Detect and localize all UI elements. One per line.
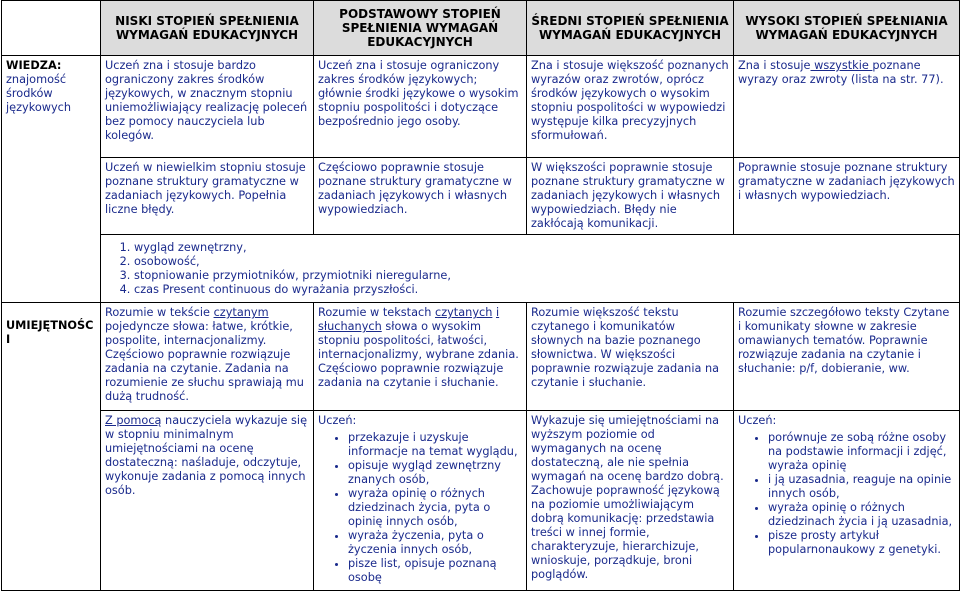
umiejetnosci-r2-high (734, 411, 960, 591)
list-item: • wyraża życzenia, pyta o życzenia innych osób, (348, 529, 522, 557)
wiedza-r1-basic: Uczeń zna i stosuje ograniczony zakres środków językowych; głównie środki językowe o wysokim stopniu pospolitości i dotyczące bezpośrednio jego osoby. (314, 56, 527, 158)
list-item: • pisze list, opisuje poznaną osobę (348, 557, 522, 585)
list-item: • opisuje wygląd zewnętrzny znanych osób, (348, 459, 522, 487)
list-item: • wyraża opinię o różnych dziedzinach życia i ją uzasadnia, (768, 501, 955, 529)
wiedza-r1-low: Uczeń zna i stosuje bardzo ograniczony zakres środków językowych, w znacznym stopniu uniemożliwiający realizację poleceń bez pomocy nauczyciela lub kolegów. (101, 56, 314, 158)
wiedza-r1-high-underlined: wszystkie (810, 59, 873, 72)
wiedza-row-grammar (2, 158, 960, 235)
umiejetnosci-r1-basic-b: słowa o wysokim stopniu pospolitości, łatwości, internacjonalizmy, wybrane zdania. Częściowo poprawnie rozwiązuje zadania na czytanie i słuchanie. (318, 320, 519, 389)
wiedza-r2-medium: W większości poprawnie stosuje poznane struktury gramatyczne w zadaniach językowych i własnych wypowiedziach. Błędy nie zakłócają komunikacji. (527, 158, 734, 235)
umiejetnosci-r2-basic (314, 411, 527, 591)
wiedza-subtitle: znajomość środków językowych (6, 73, 72, 114)
umiejetnosci-row-reception (2, 303, 960, 411)
umiejetnosci-r1-low-underlined: czytanym (213, 306, 269, 319)
umiejetnosci-r1-basic-underlined-1: czytanych (434, 306, 493, 319)
umiejetnosci-title: UMIEJĘTNOŚCI (6, 319, 94, 346)
wiedza-r2-low: Uczeń w niewielkim stopniu stosuje poznane struktury gramatyczne w zadaniach językowych. Popełnia liczne błędy. (101, 158, 314, 235)
umiejetnosci-r2-basic-intro: Uczeń: (318, 414, 357, 427)
umiejetnosci-r2-high-intro: Uczeń: (738, 414, 777, 427)
wiedza-row-vocabulary (2, 56, 960, 158)
list-item: • przekazuje i uzyskuje informacje na temat wyglądu, (348, 431, 522, 459)
header-high: WYSOKI STOPIEŃ SPEŁNIANIA WYMAGAŃ EDUKACYJNYCH (734, 1, 960, 56)
umiejetnosci-r2-low-underlined: Z pomocą (105, 414, 162, 427)
wiedza-r1-high (734, 56, 960, 158)
wiedza-r2-basic: Częściowo poprawnie stosuje poznane struktury gramatyczne w zadaniach językowych i własnych wypowiedziach. (314, 158, 527, 235)
umiejetnosci-r2-low-b: nauczyciela wykazuje się w stopniu minimalnym umiejętnościami na ocenę dostateczną: naśladuje, odczytuje, wykonuje zadania z pomocą innych osób. (105, 414, 308, 497)
umiejetnosci-label-cell (2, 303, 101, 591)
list-item: • i ją uzasadnia, reaguje na opinie innych osób, (768, 473, 955, 501)
umiejetnosci-r1-basic-a: Rozumie w tekstach (318, 306, 435, 319)
header-basic: PODSTAWOWY STOPIEŃ SPEŁNIENIA WYMAGAŃ EDUKACYJNYCH (314, 1, 527, 56)
topic-item: 3. stopniowanie przymiotników, przymiotniki nieregularne, (134, 269, 955, 283)
header-row (2, 1, 960, 56)
umiejetnosci-r1-low-a: Rozumie w tekście (105, 306, 214, 319)
umiejetnosci-r2-low (101, 411, 314, 591)
umiejetnosci-r1-low (101, 303, 314, 411)
umiejetnosci-row-production (2, 411, 960, 591)
requirements-table (1, 0, 960, 591)
topic-item: 2. osobowość, (134, 255, 955, 269)
list-item: • porównuje ze sobą różne osoby na podstawie informacji i zdjęć, wyraża opinię (768, 431, 955, 473)
wiedza-title: WIEDZA: (6, 59, 62, 72)
umiejetnosci-r1-basic (314, 303, 527, 411)
basic-skills-list (318, 431, 522, 585)
topic-item: 1. wygląd zewnętrzny, (134, 241, 955, 255)
wiedza-r2-high: Poprawnie stosuje poznane struktury gramatyczne w zadaniach językowych i własnych wypowiedziach. (734, 158, 960, 235)
umiejetnosci-r1-low-b: pojedyncze słowa: łatwe, krótkie, pospolite, internacjonalizmy. Częściowo poprawnie rozwiązuje zadania na czytanie. Zadania na rozumienie ze słuchu sprawiają mu dużą trudność. (105, 320, 304, 403)
umiejetnosci-r2-medium: Wykazuje się umiejętnościami na wyższym poziomie od wymaganych na ocenę dostateczną, ale nie spełnia wymagań na ocenę bardzo dobrą. Zachowuje poprawność językową na poziomie umożliwiającym dobrą komunikację: przedstawia treści w innej formie, charakteryzuje, hierarchizuje, wnioskuje, porządkuje, broni poglądów. (527, 411, 734, 591)
wiedza-r1-high-a: Zna i stosuje (738, 59, 811, 72)
list-item: • pisze prosty artykuł popularnonaukowy z genetyki. (768, 529, 955, 557)
wiedza-label-cell (2, 56, 101, 303)
header-medium: ŚREDNI STOPIEŃ SPEŁNIENIA WYMAGAŃ EDUKACYJNYCH (527, 1, 734, 56)
list-item: • wyraża opinię o różnych dziedzinach życia, pyta o opinię innych osób, (348, 487, 522, 529)
topic-item: 4. czas Present continuous do wyrażania przyszłości. (134, 283, 955, 297)
header-low: NISKI STOPIEŃ SPEŁNIENIA WYMAGAŃ EDUKACYJNYCH (101, 1, 314, 56)
high-skills-list (738, 431, 955, 557)
topic-list (105, 241, 955, 297)
wiedza-r1-high-b: poznane wyrazy oraz zwroty (lista na str. 77). (738, 59, 944, 86)
umiejetnosci-r1-medium: Rozumie większość tekstu czytanego i komunikatów słownych na bazie poznanego słownictwa. W większości poprawnie rozwiązuje zadania na czytanie i słuchanie. (527, 303, 734, 411)
umiejetnosci-r1-basic-underlined-2: i słuchanych (318, 306, 500, 333)
wiedza-topic-list-cell (101, 235, 960, 303)
wiedza-row-list (2, 235, 960, 303)
wiedza-r1-medium: Zna i stosuje większość poznanych wyrazów oraz zwrotów, oprócz środków językowych o wysokim stopniu pospolitości w wypowiedzi występuje kilka precyzyjnych sformułowań. (527, 56, 734, 158)
umiejetnosci-r1-high: Rozumie szczegółowo teksty Czytane i komunikaty słowne w zakresie omawianych tematów. Poprawnie rozwiązuje zadania na czytanie i słuchanie: p/f, dobieranie, ww. (734, 303, 960, 411)
header-corner (2, 1, 101, 56)
